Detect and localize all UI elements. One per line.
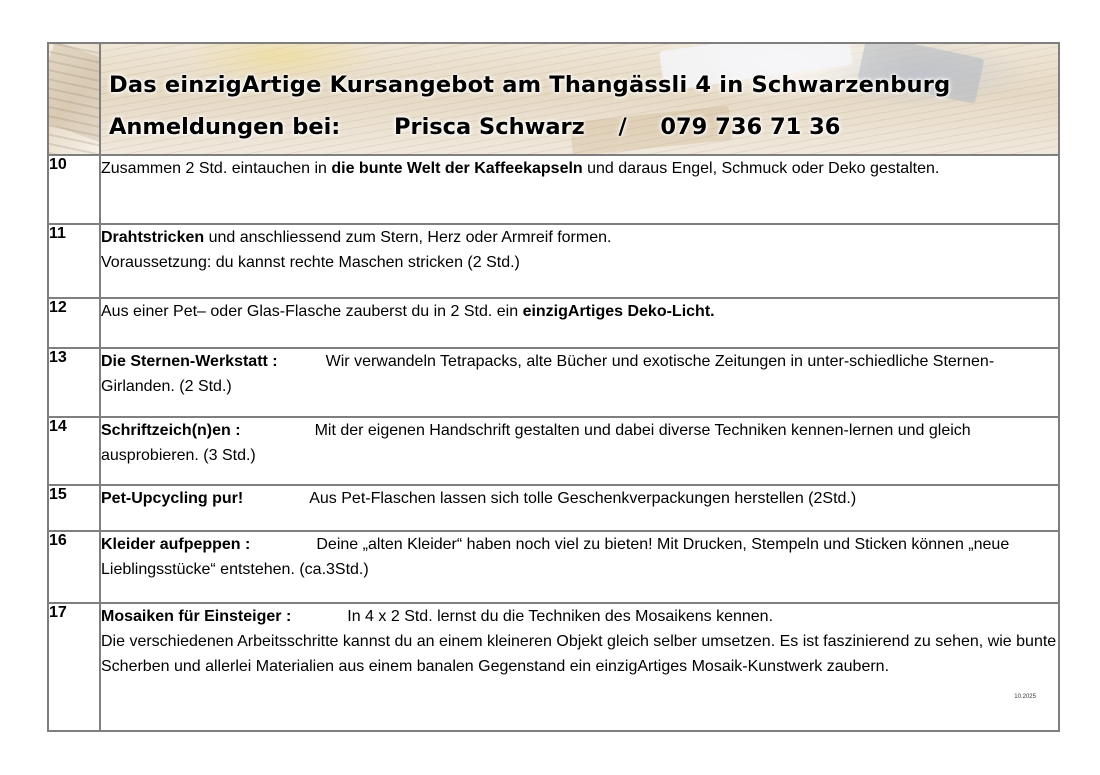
header-row <box>48 43 1059 155</box>
course-row-13 <box>48 348 1059 417</box>
course-row-17 <box>48 603 1059 731</box>
course-number: 16 <box>48 531 100 603</box>
description-text: und daraus Engel, Schmuck oder Deko gestalten. <box>582 160 940 177</box>
course-number: 14 <box>48 417 100 485</box>
course-number: 12 <box>48 298 100 348</box>
description-highlight: Die Sternen-Werkstatt : <box>101 353 278 370</box>
course-description <box>100 417 1059 485</box>
description-text: Mit der eigenen Handschrift gestalten und dabei diverse Techniken kennen-lernen und gleich ausprobieren. (3 Std.) <box>101 422 971 464</box>
description-highlight: Mosaiken für Einsteiger : <box>101 608 292 625</box>
course-description <box>100 531 1059 603</box>
course-row-11 <box>48 224 1059 298</box>
description-text: Die verschiedenen Arbeitsschritte kannst du an einem kleineren Objekt gleich selber umsetzen. Es ist faszinierend zu sehen, wie bunte Scherben und allerlei Materialien aus einem banalen Gegenstand ein einzigArtiges Mosaik-Kunstwerk zaubern. <box>101 633 1057 675</box>
course-number: 10 <box>48 155 100 224</box>
description-highlight: Kleider aufpeppen : <box>101 536 251 553</box>
course-row-10 <box>48 155 1059 224</box>
course-table <box>47 42 1060 732</box>
course-description <box>100 603 1059 731</box>
course-row-15 <box>48 485 1059 531</box>
course-description <box>100 155 1059 224</box>
course-row-14 <box>48 417 1059 485</box>
course-description <box>100 298 1059 348</box>
date-stamp: 10.2025 <box>1014 694 1036 700</box>
course-description <box>100 485 1059 531</box>
description-text: Aus einer Pet– oder Glas-Flasche zauberst du in 2 Std. ein <box>101 303 523 320</box>
description-text: Aus Pet-Flaschen lassen sich tolle Geschenkverpackungen herstellen (2Std.) <box>309 490 857 507</box>
description-text: Wir verwandeln Tetrapacks, alte Bücher und exotische Zeitungen in unter-schiedliche Sternen-Girlanden. (2 Std.) <box>101 353 995 395</box>
registration-label: Anmeldungen bei: <box>109 114 341 140</box>
description-highlight: Drahtstricken <box>101 229 205 246</box>
description-text: Voraussetzung: du kannst rechte Maschen stricken (2 Std.) <box>101 254 520 271</box>
description-text: und anschliessend zum Stern, Herz oder Armreif formen. <box>204 229 612 246</box>
course-number: 13 <box>48 348 100 417</box>
description-highlight: einzigArtiges Deko-Licht. <box>522 303 715 320</box>
course-description <box>100 224 1059 298</box>
description-text: In 4 x 2 Std. lernst du die Techniken des Mosaikens kennen. <box>347 608 774 625</box>
description-highlight: Pet-Upcycling pur! <box>101 490 244 507</box>
contact-name: Prisca Schwarz <box>393 114 585 140</box>
description-text: Deine „alten Kleider“ haben noch viel zu bieten! Mit Drucken, Stempeln und Sticken können „neue Lieblingsstücke“ entstehen. (ca.3Std.) <box>101 536 1010 578</box>
course-row-16 <box>48 531 1059 603</box>
course-number: 11 <box>48 224 100 298</box>
banner-left-image <box>48 43 100 155</box>
course-number: 15 <box>48 485 100 531</box>
course-row-12 <box>48 298 1059 348</box>
newspaper-texture <box>48 43 100 147</box>
banner-title: Das einzigArtige Kursangebot am Thangässli 4 in Schwarzenburg <box>109 72 951 98</box>
course-number: 17 <box>48 603 100 731</box>
phone-number: 079 736 71 36 <box>660 114 841 140</box>
description-text: Zusammen 2 Std. eintauchen in <box>101 160 332 177</box>
banner-image <box>100 43 1059 155</box>
separator: / <box>618 114 627 140</box>
banner-contact-line <box>109 114 840 140</box>
course-description <box>100 348 1059 417</box>
description-highlight: Schriftzeich(n)en : <box>101 422 241 439</box>
description-highlight: die bunte Welt der Kaffeekapseln <box>331 160 583 177</box>
